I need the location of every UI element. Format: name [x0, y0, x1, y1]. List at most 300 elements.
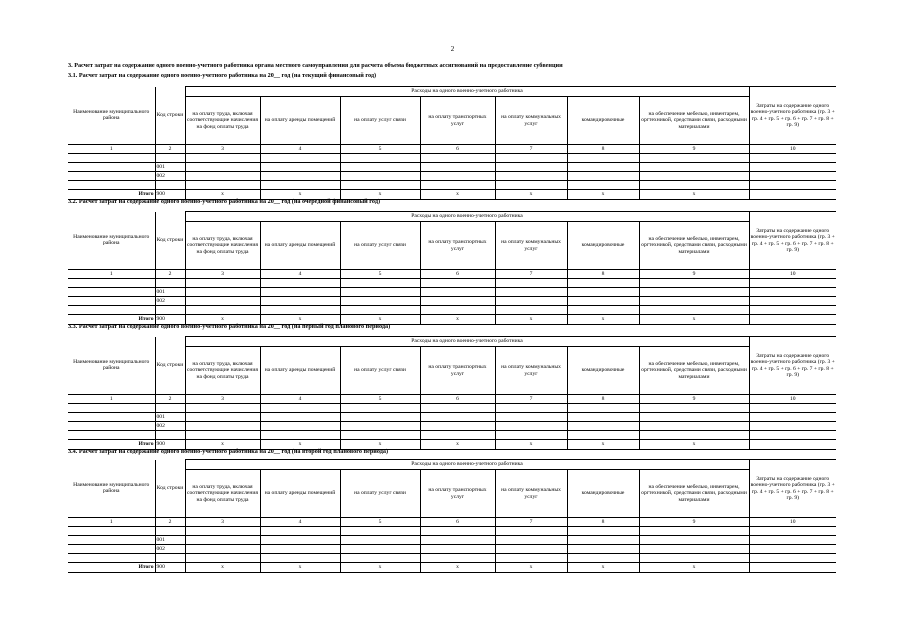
- table-cell: [260, 536, 340, 545]
- table-cell: [340, 279, 420, 288]
- table-cell: [68, 413, 155, 422]
- table-cell: [567, 279, 639, 288]
- header-code: Код строки: [155, 460, 185, 518]
- table-cell: [340, 431, 420, 440]
- table-cell: [495, 545, 567, 554]
- header-column: на оплату услуг связи: [340, 97, 420, 145]
- column-number: 9: [639, 145, 749, 154]
- table-cell: [749, 413, 836, 422]
- table-cell: [420, 288, 495, 297]
- cost-table: [68, 86, 836, 200]
- table-cell: [260, 431, 340, 440]
- column-number: 5: [340, 518, 420, 527]
- total-cost-cell: [749, 315, 836, 325]
- table-cell: [185, 163, 260, 172]
- table-cell: [420, 536, 495, 545]
- table-cell: [260, 163, 340, 172]
- table-cell: [185, 181, 260, 190]
- table-cell: [155, 181, 185, 190]
- total-code: 900: [155, 563, 185, 573]
- total-code: 900: [155, 440, 185, 450]
- header-column: на оплату транспортных услуг: [420, 347, 495, 395]
- column-number: 2: [155, 395, 185, 404]
- page-number: 2: [450, 45, 455, 53]
- table-cell: [68, 431, 155, 440]
- table-cell: [340, 545, 420, 554]
- table-cell: [495, 536, 567, 545]
- header-column: на оплату аренды помещений: [260, 97, 340, 145]
- table-row: [68, 297, 836, 306]
- row-code: 001: [155, 288, 185, 297]
- header-row: [68, 87, 836, 97]
- table-cell: [185, 536, 260, 545]
- column-number: 9: [639, 270, 749, 279]
- table-cell: [260, 288, 340, 297]
- table-cell: [639, 527, 749, 536]
- table-cell: [639, 154, 749, 163]
- total-mark: x: [260, 563, 340, 573]
- table-cell: [185, 413, 260, 422]
- header-column: на оплату труда, включая соответствующие начисления на фонд оплаты труда: [185, 222, 260, 270]
- column-number: 5: [340, 145, 420, 154]
- table-row: [68, 279, 836, 288]
- header-group: Расходы на одного военно-учетного работника: [185, 460, 749, 470]
- total-code: 900: [155, 315, 185, 325]
- table-cell: [749, 554, 836, 563]
- table-cell: [155, 404, 185, 413]
- column-number: 3: [185, 395, 260, 404]
- column-number: 1: [68, 395, 155, 404]
- table-cell: [155, 154, 185, 163]
- column-number: 4: [260, 395, 340, 404]
- table-cell: [340, 297, 420, 306]
- total-mark: x: [420, 315, 495, 325]
- table-cell: [420, 545, 495, 554]
- table-cell: [567, 413, 639, 422]
- table-cell: [68, 527, 155, 536]
- table-cell: [340, 163, 420, 172]
- table-cell: [420, 181, 495, 190]
- table-cell: [260, 279, 340, 288]
- column-numbers-row: [68, 270, 836, 279]
- total-mark: x: [567, 440, 639, 450]
- table-cell: [639, 279, 749, 288]
- table-cell: [420, 154, 495, 163]
- column-number: 9: [639, 395, 749, 404]
- header-column: на оплату транспортных услуг: [420, 470, 495, 518]
- header-column: на оплату труда, включая соответствующие начисления на фонд оплаты труда: [185, 347, 260, 395]
- column-number: 8: [567, 145, 639, 154]
- table-cell: [68, 279, 155, 288]
- total-mark: x: [639, 563, 749, 573]
- header-column: на оплату аренды помещений: [260, 470, 340, 518]
- table-row: [68, 163, 836, 172]
- column-number: 6: [420, 518, 495, 527]
- row-code: 002: [155, 545, 185, 554]
- total-mark: x: [260, 315, 340, 325]
- total-mark: x: [340, 563, 420, 573]
- table-cell: [567, 306, 639, 315]
- table-cell: [68, 181, 155, 190]
- table-row: [68, 288, 836, 297]
- header-column: на оплату труда, включая соответствующие начисления на фонд оплаты труда: [185, 470, 260, 518]
- column-number: 8: [567, 270, 639, 279]
- table-row: [68, 413, 836, 422]
- column-number: 2: [155, 270, 185, 279]
- table-cell: [639, 413, 749, 422]
- table-cell: [639, 554, 749, 563]
- column-number: 7: [495, 518, 567, 527]
- column-number: 8: [567, 518, 639, 527]
- header-column: на оплату транспортных услуг: [420, 222, 495, 270]
- column-number: 7: [495, 395, 567, 404]
- table-cell: [260, 297, 340, 306]
- column-number: 4: [260, 518, 340, 527]
- header-column: на оплату труда, включая соответствующие начисления на фонд оплаты труда: [185, 97, 260, 145]
- cost-table: [68, 336, 836, 450]
- table-cell: [639, 545, 749, 554]
- table-cell: [68, 297, 155, 306]
- column-number: 3: [185, 270, 260, 279]
- column-number: 3: [185, 145, 260, 154]
- table-cell: [260, 306, 340, 315]
- table-cell: [68, 163, 155, 172]
- table-cell: [340, 536, 420, 545]
- table-cell: [340, 181, 420, 190]
- header-column: на оплату услуг связи: [340, 347, 420, 395]
- table-cell: [567, 527, 639, 536]
- table-cell: [155, 279, 185, 288]
- total-mark: x: [185, 440, 260, 450]
- header-column: на оплату коммунальных услуг: [495, 97, 567, 145]
- row-code: 001: [155, 163, 185, 172]
- table-cell: [567, 154, 639, 163]
- table-cell: [260, 527, 340, 536]
- header-row: [68, 212, 836, 222]
- column-number: 7: [495, 145, 567, 154]
- header-code: Код строки: [155, 337, 185, 395]
- table-cell: [185, 154, 260, 163]
- column-number: 5: [340, 395, 420, 404]
- table-cell: [749, 431, 836, 440]
- table-cell: [495, 297, 567, 306]
- header-column: на оплату услуг связи: [340, 222, 420, 270]
- header-total-cost: Затраты на содержание одного военно-учетного работника (гр. 3 + гр. 4 + гр. 5 + гр. 6 + гр. 7 + гр. 8 + гр. 9): [749, 87, 836, 145]
- table-cell: [495, 554, 567, 563]
- table-row: [68, 404, 836, 413]
- table-cell: [749, 404, 836, 413]
- table-cell: [185, 172, 260, 181]
- table-row: [68, 154, 836, 163]
- total-mark: x: [567, 190, 639, 200]
- table-cell: [260, 404, 340, 413]
- table-cell: [567, 297, 639, 306]
- total-mark: x: [185, 563, 260, 573]
- column-number: 7: [495, 270, 567, 279]
- total-mark: x: [495, 440, 567, 450]
- total-mark: x: [567, 315, 639, 325]
- table-cell: [260, 154, 340, 163]
- total-mark: x: [340, 315, 420, 325]
- header-column: командировочные: [567, 470, 639, 518]
- table-cell: [68, 404, 155, 413]
- table-cell: [639, 172, 749, 181]
- header-total-cost: Затраты на содержание одного военно-учетного работника (гр. 3 + гр. 4 + гр. 5 + гр. 6 + гр. 7 + гр. 8 + гр. 9): [749, 460, 836, 518]
- table-cell: [639, 163, 749, 172]
- table-cell: [639, 422, 749, 431]
- document-main-title: 3. Расчет затрат на содержание одного военно-учетного работника органа местного самоуправления для расчета объема бюджетных ассигнований на предоставление субвенции: [68, 62, 563, 69]
- total-mark: x: [260, 190, 340, 200]
- header-total-cost: Затраты на содержание одного военно-учетного работника (гр. 3 + гр. 4 + гр. 5 + гр. 6 + гр. 7 + гр. 8 + гр. 9): [749, 212, 836, 270]
- table-cell: [260, 554, 340, 563]
- column-number: 1: [68, 145, 155, 154]
- header-municipality: Наименование муниципального района: [68, 337, 155, 395]
- table-cell: [68, 536, 155, 545]
- total-mark: x: [639, 315, 749, 325]
- table-cell: [68, 422, 155, 431]
- total-row: [68, 563, 836, 573]
- table-row: [68, 422, 836, 431]
- total-mark: x: [420, 190, 495, 200]
- header-column: на обеспечение мебелью, инвентарем, оргтехникой, средствами связи, расходными материалами: [639, 97, 749, 145]
- table-cell: [68, 154, 155, 163]
- column-numbers-row: [68, 518, 836, 527]
- column-number: 6: [420, 270, 495, 279]
- column-number: 9: [639, 518, 749, 527]
- table-cell: [185, 431, 260, 440]
- header-total-cost: Затраты на содержание одного военно-учетного работника (гр. 3 + гр. 4 + гр. 5 + гр. 6 + гр. 7 + гр. 8 + гр. 9): [749, 337, 836, 395]
- table-cell: [340, 404, 420, 413]
- table-cell: [340, 172, 420, 181]
- header-column: на обеспечение мебелью, инвентарем, оргтехникой, средствами связи, расходными материалами: [639, 470, 749, 518]
- header-column: на оплату услуг связи: [340, 470, 420, 518]
- total-mark: x: [495, 315, 567, 325]
- table-row: [68, 181, 836, 190]
- table-row: [68, 554, 836, 563]
- table-cell: [260, 172, 340, 181]
- total-label: Итого: [68, 440, 155, 450]
- table-cell: [185, 554, 260, 563]
- column-number: 8: [567, 395, 639, 404]
- total-label: Итого: [68, 190, 155, 200]
- total-mark: x: [260, 440, 340, 450]
- table-cell: [420, 279, 495, 288]
- header-column: на оплату транспортных услуг: [420, 97, 495, 145]
- header-municipality: Наименование муниципального района: [68, 87, 155, 145]
- column-number: 5: [340, 270, 420, 279]
- cost-table: [68, 459, 836, 573]
- table-cell: [340, 422, 420, 431]
- table-cell: [340, 306, 420, 315]
- row-code: 002: [155, 172, 185, 181]
- table-cell: [495, 527, 567, 536]
- table-cell: [639, 306, 749, 315]
- table-cell: [567, 181, 639, 190]
- table-cell: [567, 545, 639, 554]
- total-mark: x: [420, 563, 495, 573]
- header-column: на оплату аренды помещений: [260, 347, 340, 395]
- table-cell: [639, 288, 749, 297]
- table-cell: [155, 431, 185, 440]
- table-cell: [155, 306, 185, 315]
- header-row: [68, 460, 836, 470]
- table-cell: [420, 422, 495, 431]
- table-cell: [567, 431, 639, 440]
- table-cell: [340, 154, 420, 163]
- column-number: 6: [420, 395, 495, 404]
- column-numbers-row: [68, 395, 836, 404]
- table-cell: [420, 404, 495, 413]
- table-cell: [567, 536, 639, 545]
- table-row: [68, 306, 836, 315]
- total-mark: x: [340, 440, 420, 450]
- table-cell: [749, 181, 836, 190]
- column-number: 10: [749, 270, 836, 279]
- table-cell: [420, 413, 495, 422]
- table-cell: [749, 279, 836, 288]
- total-label: Итого: [68, 563, 155, 573]
- total-mark: x: [185, 190, 260, 200]
- table-cell: [185, 545, 260, 554]
- section-title: 3.1. Расчет затрат на содержание одного военно-учетного работника на 20__ год (на текущий финансовый год): [68, 72, 377, 79]
- column-number: 2: [155, 518, 185, 527]
- total-mark: x: [567, 563, 639, 573]
- table-cell: [260, 413, 340, 422]
- table-cell: [495, 422, 567, 431]
- table-cell: [185, 297, 260, 306]
- column-number: 10: [749, 395, 836, 404]
- table-cell: [260, 422, 340, 431]
- total-mark: x: [495, 190, 567, 200]
- table-cell: [340, 413, 420, 422]
- table-cell: [260, 181, 340, 190]
- table-cell: [155, 554, 185, 563]
- table-row: [68, 527, 836, 536]
- section-title: 3.2. Расчет затрат на содержание одного военно-учетного работника на 20__ год (на очередной финансовый год): [68, 198, 381, 205]
- header-column: командировочные: [567, 347, 639, 395]
- table-cell: [749, 288, 836, 297]
- header-municipality: Наименование муниципального района: [68, 460, 155, 518]
- column-number: 4: [260, 145, 340, 154]
- column-number: 10: [749, 145, 836, 154]
- table-row: [68, 431, 836, 440]
- header-group: Расходы на одного военно-учетного работника: [185, 212, 749, 222]
- table-cell: [155, 527, 185, 536]
- table-cell: [639, 181, 749, 190]
- table-cell: [185, 279, 260, 288]
- table-cell: [260, 545, 340, 554]
- table-cell: [749, 545, 836, 554]
- header-column: на оплату коммунальных услуг: [495, 470, 567, 518]
- table-cell: [567, 422, 639, 431]
- table-cell: [68, 545, 155, 554]
- total-mark: x: [185, 315, 260, 325]
- total-cost-cell: [749, 190, 836, 200]
- table-cell: [749, 297, 836, 306]
- table-cell: [749, 154, 836, 163]
- table-row: [68, 172, 836, 181]
- table-cell: [749, 536, 836, 545]
- total-code: 900: [155, 190, 185, 200]
- table-cell: [495, 288, 567, 297]
- header-column: на обеспечение мебелью, инвентарем, оргтехникой, средствами связи, расходными материалами: [639, 347, 749, 395]
- table-cell: [749, 527, 836, 536]
- table-cell: [749, 306, 836, 315]
- table-cell: [420, 554, 495, 563]
- table-cell: [185, 527, 260, 536]
- table-row: [68, 536, 836, 545]
- header-row: [68, 337, 836, 347]
- table-cell: [639, 297, 749, 306]
- column-number: 1: [68, 270, 155, 279]
- header-column: на оплату коммунальных услуг: [495, 347, 567, 395]
- total-mark: x: [639, 440, 749, 450]
- header-column: на оплату аренды помещений: [260, 222, 340, 270]
- table-cell: [567, 554, 639, 563]
- total-mark: x: [340, 190, 420, 200]
- table-cell: [185, 422, 260, 431]
- table-cell: [495, 306, 567, 315]
- table-cell: [567, 288, 639, 297]
- table-cell: [495, 154, 567, 163]
- table-cell: [749, 172, 836, 181]
- table-cell: [185, 288, 260, 297]
- table-cell: [749, 163, 836, 172]
- header-group: Расходы на одного военно-учетного работника: [185, 337, 749, 347]
- table-cell: [639, 536, 749, 545]
- table-cell: [567, 404, 639, 413]
- table-cell: [68, 554, 155, 563]
- table-cell: [68, 172, 155, 181]
- row-code: 002: [155, 422, 185, 431]
- table-cell: [495, 413, 567, 422]
- header-municipality: Наименование муниципального района: [68, 212, 155, 270]
- table-cell: [340, 554, 420, 563]
- header-code: Код строки: [155, 212, 185, 270]
- table-cell: [420, 527, 495, 536]
- total-label: Итого: [68, 315, 155, 325]
- table-cell: [340, 288, 420, 297]
- row-code: 002: [155, 297, 185, 306]
- row-code: 001: [155, 413, 185, 422]
- row-code: 001: [155, 536, 185, 545]
- header-code: Код строки: [155, 87, 185, 145]
- table-cell: [495, 163, 567, 172]
- column-number: 1: [68, 518, 155, 527]
- table-cell: [68, 306, 155, 315]
- total-cost-cell: [749, 563, 836, 573]
- table-cell: [639, 431, 749, 440]
- table-cell: [68, 288, 155, 297]
- table-cell: [420, 172, 495, 181]
- column-number: 6: [420, 145, 495, 154]
- column-number: 4: [260, 270, 340, 279]
- table-cell: [567, 172, 639, 181]
- table-cell: [420, 306, 495, 315]
- table-cell: [495, 431, 567, 440]
- table-cell: [749, 422, 836, 431]
- table-cell: [340, 527, 420, 536]
- column-number: 3: [185, 518, 260, 527]
- header-column: на оплату коммунальных услуг: [495, 222, 567, 270]
- header-column: командировочные: [567, 97, 639, 145]
- table-cell: [495, 172, 567, 181]
- header-column: на обеспечение мебелью, инвентарем, оргтехникой, средствами связи, расходными материалами: [639, 222, 749, 270]
- total-mark: x: [495, 563, 567, 573]
- cost-table: [68, 211, 836, 325]
- total-mark: x: [420, 440, 495, 450]
- table-row: [68, 545, 836, 554]
